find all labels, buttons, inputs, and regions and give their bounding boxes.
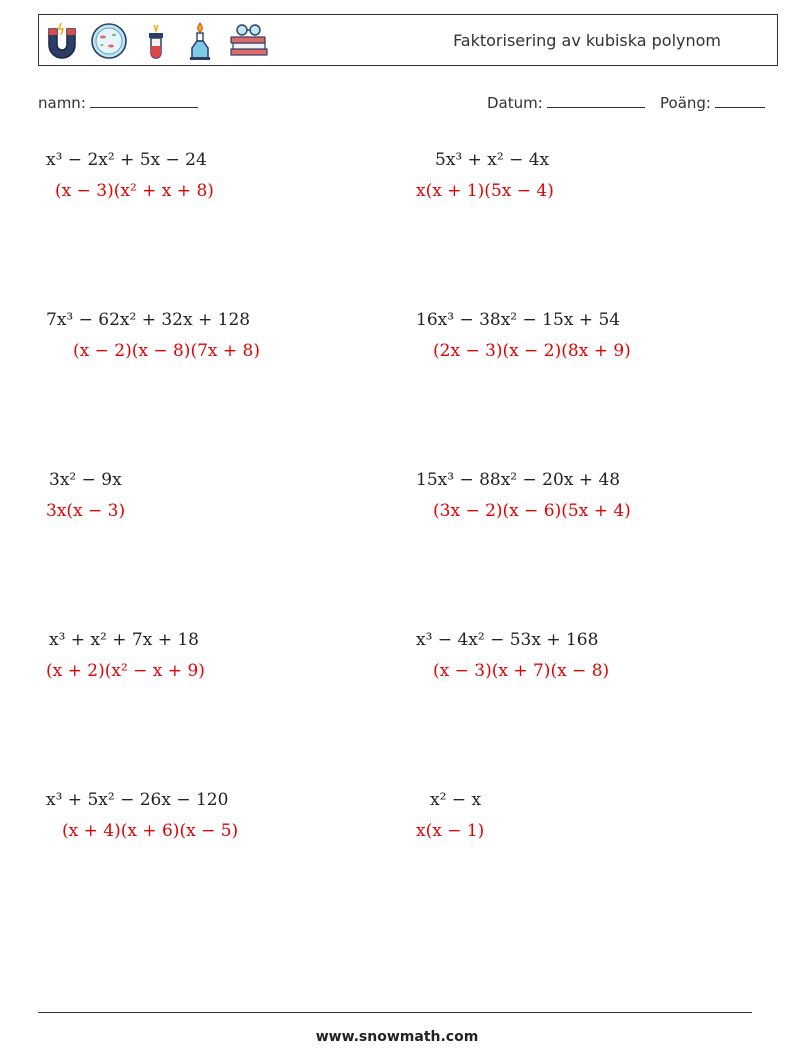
problem-3-answer: (x − 2)(x − 8)(7x + 8) bbox=[73, 341, 260, 361]
footer-divider bbox=[38, 1012, 752, 1013]
score-field[interactable] bbox=[660, 93, 765, 112]
page-title: Faktorisering av kubiska polynom bbox=[453, 31, 721, 50]
problem-2-question: 5x³ + x² − 4x bbox=[435, 150, 550, 170]
problem-7-question: x³ + x² + 7x + 18 bbox=[49, 630, 199, 650]
problem-6-answer: (3x − 2)(x − 6)(5x + 4) bbox=[433, 501, 631, 521]
problem-1-question: x³ − 2x² + 5x − 24 bbox=[46, 150, 207, 170]
problem-8-answer: (x − 3)(x + 7)(x − 8) bbox=[433, 661, 610, 681]
test-tube-icon bbox=[139, 21, 173, 61]
problem-8-question: x³ − 4x² − 53x + 168 bbox=[416, 630, 599, 650]
name-line[interactable] bbox=[90, 93, 198, 108]
problem-9-question: x³ + 5x² − 26x − 120 bbox=[46, 790, 229, 810]
magnet-icon bbox=[45, 21, 79, 61]
problem-10-question: x² − x bbox=[430, 790, 482, 810]
score-label: Poäng: bbox=[660, 94, 711, 112]
problem-9-answer: (x + 4)(x + 6)(x − 5) bbox=[62, 821, 239, 841]
header-icons bbox=[45, 19, 271, 63]
problem-2-answer: x(x + 1)(5x − 4) bbox=[416, 181, 554, 201]
problem-1-answer: (x − 3)(x² + x + 8) bbox=[55, 181, 214, 201]
date-field[interactable] bbox=[487, 93, 645, 112]
name-label: namn: bbox=[38, 94, 86, 112]
date-label: Datum: bbox=[487, 94, 543, 112]
books-glasses-icon bbox=[227, 21, 271, 61]
score-line[interactable] bbox=[715, 93, 765, 108]
problem-5-question: 3x² − 9x bbox=[49, 470, 122, 490]
problem-6-question: 15x³ − 88x² − 20x + 48 bbox=[416, 470, 621, 490]
petri-dish-icon bbox=[89, 21, 129, 61]
name-field[interactable] bbox=[38, 93, 198, 112]
problem-3-question: 7x³ − 62x² + 32x + 128 bbox=[46, 310, 251, 330]
problem-4-answer: (2x − 3)(x − 2)(8x + 9) bbox=[433, 341, 631, 361]
problem-5-answer: 3x(x − 3) bbox=[46, 501, 126, 521]
date-line[interactable] bbox=[547, 93, 645, 108]
header-box bbox=[38, 14, 778, 66]
bunsen-burner-icon bbox=[183, 21, 217, 61]
problem-4-question: 16x³ − 38x² − 15x + 54 bbox=[416, 310, 621, 330]
problem-10-answer: x(x − 1) bbox=[416, 821, 485, 841]
problem-7-answer: (x + 2)(x² − x + 9) bbox=[46, 661, 205, 681]
footer-url[interactable]: www.snowmath.com bbox=[315, 1029, 479, 1045]
